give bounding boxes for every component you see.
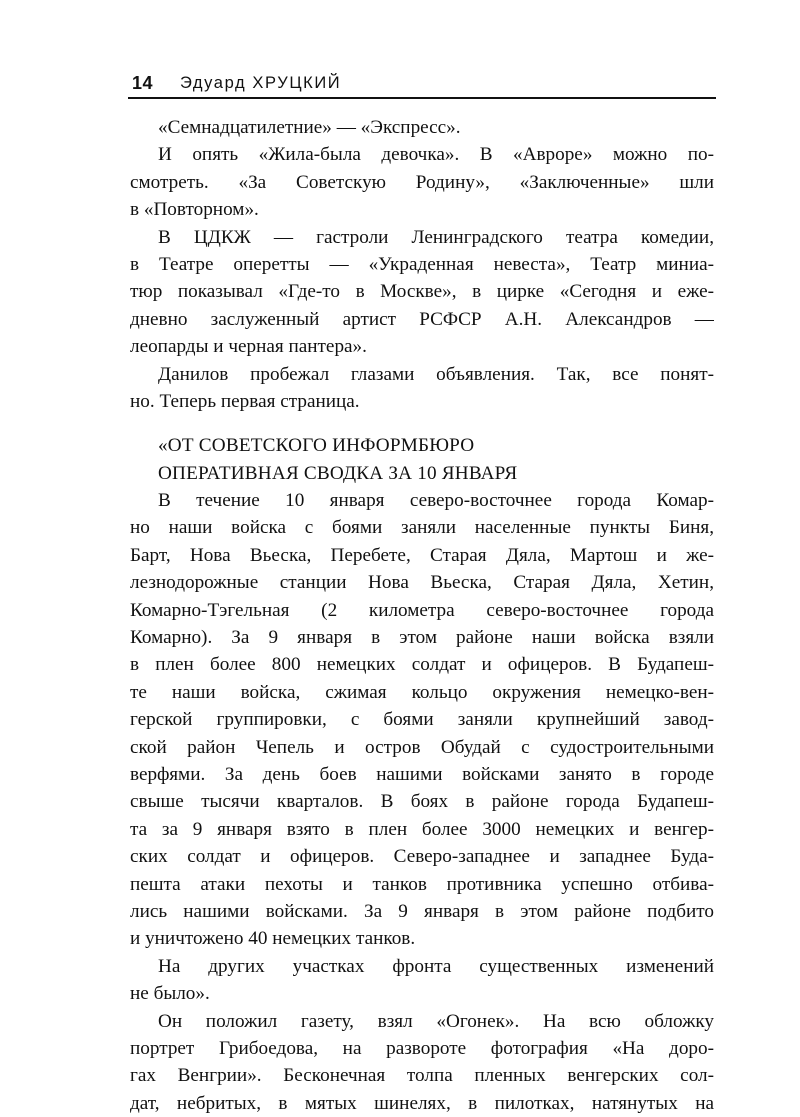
text-line: В ЦДКЖ — гастроли Ленинградского театра комедии, (158, 226, 714, 248)
text-line: герской группировки, с боями заняли крупнейший завод- (130, 709, 714, 731)
text-line: лезнодорожные станции Нова Вьеска, Старая Дяла, Хетин, (130, 572, 714, 594)
text-line: Данилов пробежал глазами объявления. Так, все понят- (158, 363, 714, 385)
text-line: На других участках фронта существенных изменений (158, 955, 714, 977)
text-line: верфями. За день боев нашими войсками занято в городе (130, 763, 714, 785)
text-line: Комарно). За 9 января в этом районе наши войска взяли (130, 627, 714, 649)
text-line: тюр показывал «Где-то в Москве», в цирке «Сегодня и еже- (130, 281, 714, 303)
text-line: не было». (130, 983, 210, 1005)
text-line: В течение 10 января северо-восточнее города Комар- (158, 490, 714, 512)
text-line: смотреть. «За Советскую Родину», «Заключенные» шли (130, 171, 714, 193)
text-line: но. Теперь первая страница. (130, 390, 360, 412)
section-gap (130, 415, 714, 432)
text-line: свыше тысячи кварталов. В боях в районе города Будапеш- (130, 791, 714, 813)
text-line: в «Повторном». (130, 199, 259, 221)
text-line: гах Венгрии». Бесконечная толпа пленных венгерских сол- (130, 1065, 714, 1087)
text-line: те наши войска, сжимая кольцо окружения немецко-вен- (130, 681, 714, 703)
bulletin-heading (130, 432, 714, 487)
text-line: та за 9 января взято в плен более 3000 немецких и венгер- (130, 818, 714, 840)
text-line: И опять «Жила-была девочка». В «Авроре» можно по- (158, 144, 714, 166)
text-line: Он положил газету, взял «Огонек». На всю обложку (158, 1010, 714, 1032)
body-text (130, 114, 714, 1117)
text-line: в Театре оперетты — «Украденная невеста», Театр миниа- (130, 253, 714, 275)
text-line: портрет Грибоедова, на развороте фотография «На доро- (130, 1037, 714, 1059)
text-line: «Семнадцатилетние» — «Экспресс». (158, 117, 461, 138)
text-line: ской район Чепель и остров Обудай с судостроительными (130, 736, 714, 758)
text-line: и уничтожено 40 немецких танков. (130, 928, 416, 950)
text-line: Барт, Нова Вьеска, Перебете, Старая Дяла, Мартош и же- (130, 544, 714, 566)
text-line: ских солдат и офицеров. Северо-западнее и западнее Буда- (130, 846, 714, 868)
text-line: дневно заслуженный артист РСФСР А.Н. Александров — (130, 308, 714, 330)
heading-line: «ОТ СОВЕТСКОГО ИНФОРМБЮРО (158, 435, 475, 457)
text-line: пешта атаки пехоты и танков противника успешно отбива- (130, 873, 714, 895)
text-line: но наши войска с боями заняли населенные пункты Биня, (130, 517, 714, 539)
running-head-author: Эдуард ХРУЦКИЙ (180, 74, 342, 92)
heading-line: ОПЕРАТИВНАЯ СВОДКА ЗА 10 ЯНВАРЯ (158, 462, 518, 484)
text-line: Комарно-Тэгельная (2 километра северо-восточнее города (130, 599, 714, 621)
text-line: лись нашими войсками. За 9 января в этом районе подбито (130, 900, 714, 922)
text-line: леопарды и черная пантера». (130, 336, 367, 358)
text-line: дат, небритых, в мятых шинелях, в пилотках, натянутых на (130, 1092, 714, 1114)
text-block-bulletin (130, 487, 714, 1117)
page-header (132, 73, 714, 99)
header-rule (128, 97, 716, 99)
text-block-classifieds (130, 114, 714, 415)
text-line: в плен более 800 немецких солдат и офицеров. В Будапеш- (130, 654, 714, 676)
page-number: 14 (132, 73, 154, 93)
